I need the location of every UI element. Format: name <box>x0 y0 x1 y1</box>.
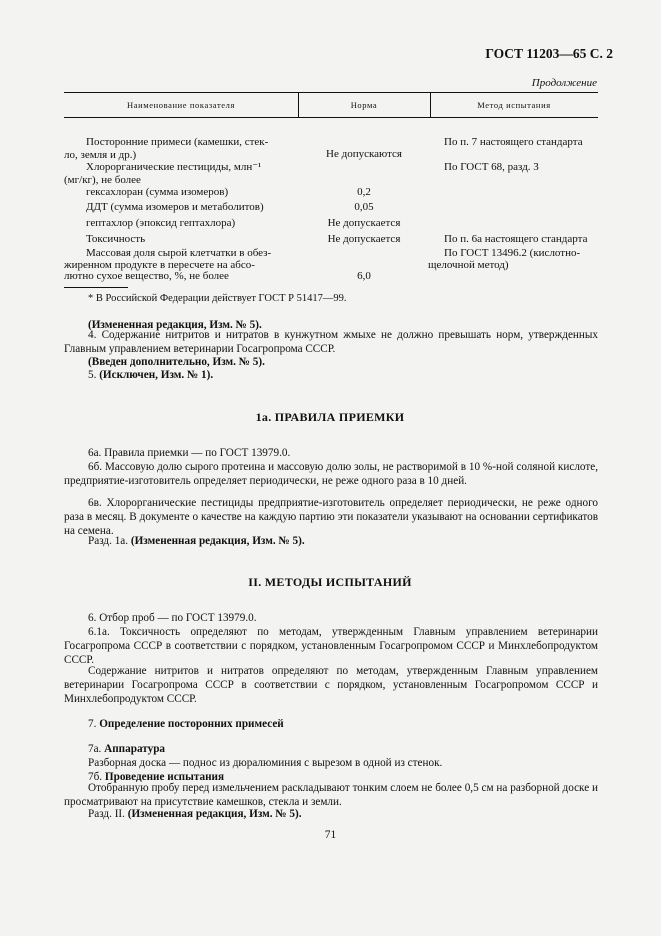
paragraph-nitrites: Содержание нитритов и нитратов определяют по методам, утвержденным Главным управлением ветеринарии Госагропрома СССР в соответствии с порядком, установленным Госагропромом СССР и Минхлебопродуктом СССР. <box>64 665 598 705</box>
paragraph-4: 4. Содержание нитритов и нитратов в кунжутном жмыхе не должно превышать норм, утвержденных Главным управлением ветеринарии Госагропрома СССР. <box>64 329 598 355</box>
paragraph-6v: 6в. Хлорорганические пестициды предприятие-изготовитель определяет периодически, не реже одного раза в месяц. В документе о качестве на каждую партию эти показатели указывают на основании сертификатов на семена. <box>64 497 598 537</box>
table-row-method: По п. 7 настоящего стандарта <box>444 136 583 148</box>
table-row-name: гексахлоран (сумма изомеров) <box>86 186 229 198</box>
table-row-name: Токсичность <box>86 233 146 245</box>
paragraph-7a-text: Разборная доска — поднос из дюралюминия с вырезом в одной из стенок. <box>88 757 443 769</box>
table-header-rule <box>64 117 598 118</box>
paragraph-heading: Проведение испытания <box>104 771 225 783</box>
paragraph-5 <box>88 368 213 382</box>
paragraph-heading: Определение посторонних примесей <box>99 718 284 730</box>
section-amendment <box>88 534 305 548</box>
col-header-method: Метод испытания <box>477 100 551 110</box>
paragraph-6a: 6а. Правила приемки — по ГОСТ 13979.0. <box>88 447 291 459</box>
footnote: * В Российской Федерации действует ГОСТ Р 51417—99. <box>88 293 347 304</box>
table-row-norm: 6,0 <box>357 270 371 282</box>
paragraph-6: 6. Отбор проб — по ГОСТ 13979.0. <box>88 612 257 624</box>
table-row-method: По п. 6а настоящего стандарта <box>444 233 588 245</box>
table-row-name: Массовая доля сырой клетчатки в обез- жиренном продукте в пересчете на абсо- лютно сухое вещество, %, не более <box>64 247 272 282</box>
amendment-note: (Исключен, Изм. № 1). <box>99 369 214 381</box>
paragraph-6b: 6б. Массовую долю сырого протеина и массовую долю золы, не растворимой в 10 %-ной соляной кислоте, предприятие-изготовитель определяет периодически, не реже одного раза в 10 дней. <box>64 461 598 487</box>
table-row-norm: Не допускается <box>327 217 401 229</box>
paragraph-heading: Аппаратура <box>104 743 166 755</box>
paragraph-number: 5. <box>88 369 97 381</box>
paragraph-7 <box>88 717 284 731</box>
paragraph-7b-text: Отобранную пробу перед измельчением раскладывают тонким слоем не более 0,5 см на разборной доске и просматривают на присутствие камешков, стекла и земли. <box>64 782 598 808</box>
continuation-label: Продолжение <box>531 77 597 89</box>
paragraph-number: 7. <box>88 718 97 730</box>
section-ref: Разд. 1а. <box>88 535 129 547</box>
table-row-norm: Не допускается <box>327 233 401 245</box>
section-title-acceptance: 1а. ПРАВИЛА ПРИЕМКИ <box>255 410 405 424</box>
amendment-note: (Измененная редакция, Изм. № 5). <box>88 319 262 331</box>
amendment-note: (Измененная редакция, Изм. № 5). <box>127 808 302 820</box>
paragraph-7a <box>88 742 165 756</box>
amendment-note: (Введен дополнительно, Изм. № 5). <box>88 356 265 368</box>
table-row-name: Хлорорганические пестициды, млн⁻¹ (мг/кг), не более <box>64 161 262 186</box>
table-row-norm: 0,2 <box>357 186 371 198</box>
table-row-method: По ГОСТ 13496.2 (кислотно- щелочной метод) <box>428 247 581 271</box>
paragraph-number: 7а. <box>88 743 102 755</box>
standard-header: ГОСТ 11203—65 С. 2 <box>485 46 613 61</box>
section-amendment <box>88 807 302 821</box>
col-header-indicator: Наименование показателя <box>126 100 235 110</box>
section-title-methods: II. МЕТОДЫ ИСПЫТАНИЙ <box>248 575 412 589</box>
col-header-norm: Норма <box>350 100 378 110</box>
table-row-name: ДДТ (сумма изомеров и метаболитов) <box>86 201 264 213</box>
table-row-name: гептахлор (эпоксид гептахлора) <box>86 217 236 229</box>
table-row-norm: Не допускаются <box>326 148 402 160</box>
amendment-note: (Измененная редакция, Изм. № 5). <box>130 535 305 547</box>
footnote-rule <box>64 287 128 288</box>
paragraph-6-1a: 6.1а. Токсичность определяют по методам, утвержденным Главным управлением ветеринарии Госагропрома СССР в соответствии с порядком, установленным Госагропромом СССР и Минхлебопродуктом СССР. <box>64 626 598 666</box>
paragraph-number: 7б. <box>88 771 103 783</box>
table-row-method: По ГОСТ 68, разд. 3 <box>444 161 539 173</box>
table-row-name: Посторонние примеси (камешки, стек- ло, земля и др.) <box>64 136 269 161</box>
table-top-rule <box>64 92 598 93</box>
section-ref: Разд. II. <box>88 808 125 820</box>
page-number: 71 <box>324 829 337 841</box>
table-row-norm: 0,05 <box>354 201 374 213</box>
